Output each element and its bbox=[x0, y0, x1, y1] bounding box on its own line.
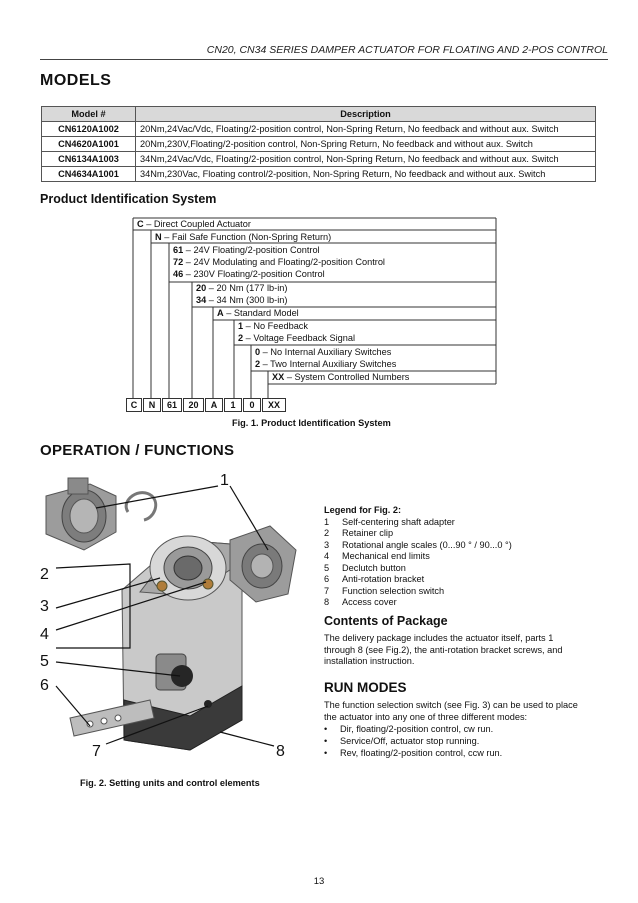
model-number: CN4634A1001 bbox=[42, 167, 136, 182]
legend-item: 7 Function selection switch bbox=[324, 585, 445, 596]
code-box: XX bbox=[262, 398, 286, 412]
code-box: 1 bbox=[224, 398, 242, 412]
model-description: 34Nm,230Vac, Floating control/2-position, Non-Spring Return, No feedback and without aux. Switch bbox=[136, 167, 596, 182]
legend-title: Legend for Fig. 2: bbox=[324, 505, 402, 515]
legend-item: 8 Access cover bbox=[324, 597, 397, 607]
list-item: • Rev, floating/2-position control, ccw run. bbox=[324, 748, 503, 758]
code-box: 20 bbox=[183, 398, 204, 412]
contents-heading: Contents of Package bbox=[324, 614, 448, 628]
operation-heading: OPERATION / FUNCTIONS bbox=[40, 442, 235, 459]
pid-tree-lines bbox=[0, 0, 638, 420]
callout-1: 1 bbox=[220, 472, 229, 489]
code-box: A bbox=[205, 398, 223, 412]
pid-line: 46 – 230V Floating/2-position Control bbox=[173, 269, 325, 279]
pid-line: 20 – 20 Nm (177 lb-in) bbox=[196, 283, 288, 293]
model-number: CN4620A1001 bbox=[42, 137, 136, 152]
legend-item: 1 Self-centering shaft adapter bbox=[324, 516, 455, 527]
run-modes-heading: RUN MODES bbox=[324, 680, 407, 695]
code-box: 0 bbox=[243, 398, 261, 412]
retainer-clip-icon bbox=[126, 493, 156, 520]
callout-6: 6 bbox=[40, 677, 49, 694]
callout-5: 5 bbox=[40, 653, 49, 670]
callout-2: 2 bbox=[40, 566, 49, 583]
contents-text: The delivery package includes the actuator itself, parts 1 through 8 (see Fig.2), the anti-rotation bracket screws, and installation instruction. bbox=[324, 633, 563, 666]
run-modes-text: The function selection switch (see Fig. 3) can be used to place the actuator into any one of three different modes: bbox=[324, 700, 578, 722]
pid-line: 61 – 24V Floating/2-position Control bbox=[173, 245, 320, 255]
pid-line: A – Standard Model bbox=[217, 308, 299, 318]
code-box: N bbox=[143, 398, 161, 412]
pid-line: 0 – No Internal Auxiliary Switches bbox=[255, 347, 392, 357]
code-box: 61 bbox=[162, 398, 182, 412]
list-item: • Dir, floating/2-position control, cw run. bbox=[324, 724, 494, 734]
run-modes-list bbox=[324, 723, 502, 759]
callout-7: 7 bbox=[92, 743, 101, 760]
callout-4: 4 bbox=[40, 626, 49, 643]
pid-line: XX – System Controlled Numbers bbox=[272, 372, 410, 382]
model-description: 20Nm,24Vac/Vdc, Floating/2-position control, Non-Spring Return, No feedback and without aux. Switch bbox=[136, 122, 596, 137]
column-header-description: Description bbox=[136, 107, 596, 122]
pid-heading: Product Identification System bbox=[40, 192, 217, 206]
fig2-caption: Fig. 2. Setting units and control elements bbox=[80, 778, 260, 788]
figure-legend bbox=[324, 505, 512, 609]
column-header-model: Model # bbox=[42, 107, 136, 122]
legend-item: 6 Anti-rotation bracket bbox=[324, 574, 425, 584]
list-item: • Service/Off, actuator stop running. bbox=[324, 736, 480, 746]
pid-line: 2 – Two Internal Auxiliary Switches bbox=[255, 359, 397, 369]
running-header: CN20, CN34 SERIES DAMPER ACTUATOR FOR FLOATING AND 2-POS CONTROL bbox=[40, 44, 608, 60]
pid-line: 72 – 24V Modulating and Floating/2-position Control bbox=[173, 257, 385, 267]
pid-line: 1 – No Feedback bbox=[238, 321, 308, 331]
legend-item: 3 Rotational angle scales (0...90 ° / 90...0 °) bbox=[324, 539, 512, 550]
model-number: CN6120A1002 bbox=[42, 122, 136, 137]
actuator-illustration bbox=[30, 470, 320, 770]
models-heading: MODELS bbox=[40, 72, 112, 89]
callout-8: 8 bbox=[276, 743, 285, 760]
model-description: 34Nm,24Vac/Vdc, Floating/2-position control, Non-Spring Return, No feedback and without aux. Switch bbox=[136, 152, 596, 167]
callout-3: 3 bbox=[40, 598, 49, 615]
fig1-caption: Fig. 1. Product Identification System bbox=[232, 418, 391, 428]
model-description: 20Nm,230V,Floating/2-position control, Non-Spring Return, No feedback and without aux. Switch bbox=[136, 137, 596, 152]
pid-line: 34 – 34 Nm (300 lb-in) bbox=[196, 295, 288, 305]
page-number: 13 bbox=[313, 876, 325, 887]
legend-item: 5 Declutch button bbox=[324, 562, 406, 573]
pid-line: N – Fail Safe Function (Non-Spring Return) bbox=[155, 232, 332, 242]
legend-item: 4 Mechanical end limits bbox=[324, 551, 430, 561]
legend-item: 2 Retainer clip bbox=[324, 528, 394, 538]
pid-line: 2 – Voltage Feedback Signal bbox=[238, 333, 355, 343]
model-number: CN6134A1003 bbox=[42, 152, 136, 167]
shaft-adapter-icon bbox=[46, 478, 116, 550]
code-box: C bbox=[126, 398, 142, 412]
pid-line: C – Direct Coupled Actuator bbox=[137, 219, 251, 229]
